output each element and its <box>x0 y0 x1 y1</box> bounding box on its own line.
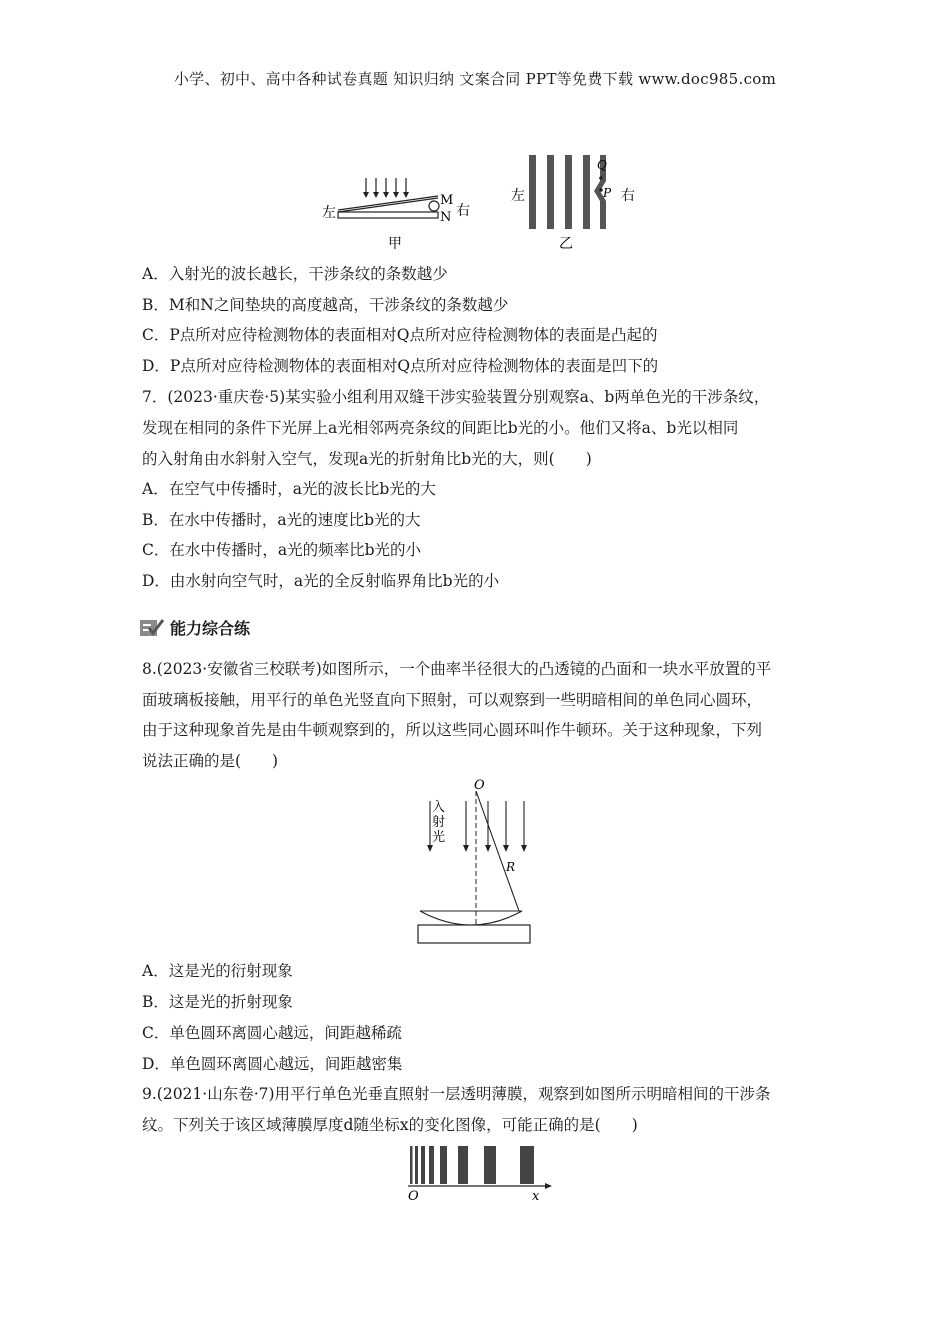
newton-label-ru: 入 <box>432 800 446 815</box>
fringe-figure <box>400 1142 560 1204</box>
jia-left-label: 左 <box>322 205 336 221</box>
q9-stem-line1: 9.(2021·山东卷·7)用平行单色光垂直照射一层透明薄膜，观察到如图所示明暗相间的干涉条 <box>142 1085 771 1103</box>
page-header: 小学、初中、高中各种试卷真题 知识归纳 文案合同 PPT等免费下载 www.doc985.com <box>173 70 777 88</box>
q6-option-c: C．P点所对应待检测物体的表面相对Q点所对应待检测物体的表面是凸起的 <box>142 326 658 344</box>
convex-lens <box>420 911 522 925</box>
fringe-origin-label: O <box>408 1189 419 1204</box>
q8-option-d: D．单色圆环离圆心越远，间距越密集 <box>142 1055 403 1073</box>
q8-option-a: A．这是光的衍射现象 <box>142 962 293 980</box>
yi-q-label: Q <box>597 158 607 172</box>
q6-option-b: B．M和N之间垫块的高度越高，干涉条纹的条数越少 <box>142 296 509 314</box>
q8-stem-line1: 8.(2023·安徽省三校联考)如图所示，一个曲率半径很大的凸透镜的凸面和一块水平放置的平 <box>142 660 772 678</box>
q8-stem-line4: 说法正确的是( ) <box>142 752 279 770</box>
jia-n-label: N <box>440 210 452 225</box>
yi-fringe <box>529 155 536 229</box>
q7-option-b: B．在水中传播时，a光的速度比b光的大 <box>142 511 421 529</box>
figure-jia <box>310 170 480 252</box>
glass-plate <box>418 925 530 943</box>
q8-option-b: B．这是光的折射现象 <box>142 993 293 1011</box>
yi-fringe <box>565 155 572 229</box>
q8-stem-line2: 面玻璃板接触，用平行的单色光竖直向下照射，可以观察到一些明暗相间的单色同心圆环， <box>142 691 763 709</box>
q7-option-c: C．在水中传播时，a光的频率比b光的小 <box>142 541 422 559</box>
newton-label-she: 射 <box>432 815 446 830</box>
yi-caption: 乙 <box>559 236 573 252</box>
fringe-x-label: x <box>532 1189 540 1204</box>
section-title: 能力综合练 <box>170 619 251 638</box>
yi-right-label: 右 <box>621 188 635 204</box>
q7-option-d: D．由水射向空气时，a光的全反射临界角比b光的小 <box>142 572 500 590</box>
yi-fringe <box>583 155 590 229</box>
q7-stem-line3: 的入射角由水斜射入空气，发现a光的折射角比b光的大，则( ) <box>142 450 592 468</box>
q7-option-a: A．在空气中传播时，a光的波长比b光的大 <box>142 480 436 498</box>
yi-left-label: 左 <box>511 188 525 204</box>
section-header <box>140 616 250 639</box>
q8-option-c: C．单色圆环离圆心越远，间距越稀疏 <box>142 1024 402 1042</box>
yi-fringe <box>547 155 554 229</box>
q7-stem-line1: 7．(2023·重庆卷·5)某实验小组利用双缝干涉实验装置分别观察a、b两单色光的干涉条纹， <box>142 388 770 406</box>
q6-option-a: A．入射光的波长越长，干涉条纹的条数越少 <box>142 265 448 283</box>
newton-label-guang: 光 <box>432 830 446 845</box>
newton-r-label: R <box>506 860 516 874</box>
figure-yi <box>505 155 645 253</box>
newton-ring-figure <box>410 775 540 947</box>
yi-p-label: P <box>603 186 612 200</box>
q6-option-d: D．P点所对应待检测物体的表面相对Q点所对应待检测物体的表面是凹下的 <box>142 357 659 375</box>
q8-stem-line3: 由于这种现象首先是由牛顿观察到的，所以这些同心圆环叫作牛顿环。关于这种现象，下列 <box>142 721 763 739</box>
jia-right-label: 右 <box>456 203 470 219</box>
jia-m-label: M <box>440 193 454 208</box>
q9-stem-line2: 纹。下列关于该区域薄膜厚度d随坐标x的变化图像，可能正确的是( ) <box>142 1116 638 1134</box>
newton-o-label: O <box>474 778 485 793</box>
q7-stem-line2: 发现在相同的条件下光屏上a光相邻两亮条纹的间距比b光的小。他们又将a、b光以相同 <box>142 419 739 437</box>
jia-caption: 甲 <box>388 236 402 252</box>
checklist-icon <box>140 618 164 638</box>
